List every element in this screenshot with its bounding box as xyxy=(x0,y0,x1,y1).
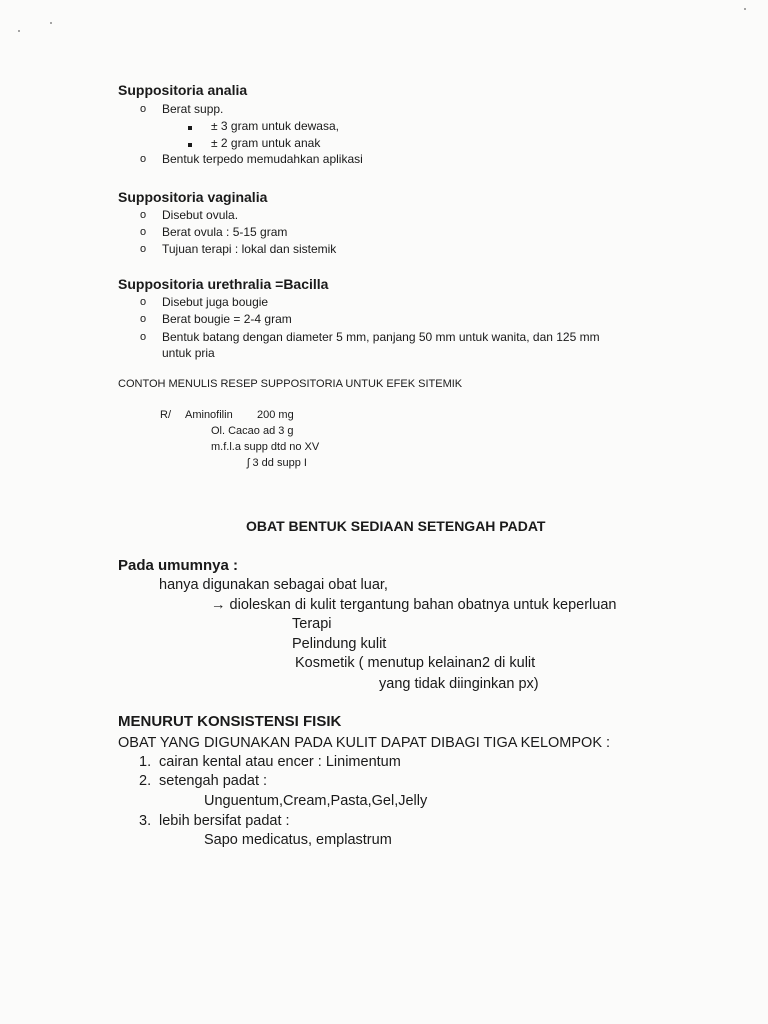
square-bullet-icon xyxy=(188,126,192,130)
contoh-heading: CONTOH MENULIS RESEP SUPPOSITORIA UNTUK EFEK SITEMIK xyxy=(118,378,463,390)
urethralia-item-3-line1: Bentuk batang dengan diameter 5 mm, panjang 50 mm untuk wanita, dan 125 mm xyxy=(162,330,600,344)
konsistensi-heading: MENURUT KONSISTENSI FISIK xyxy=(118,713,342,730)
resep-ol-cacao: Ol. Cacao ad 3 g xyxy=(211,425,294,437)
list-number-3: 3. xyxy=(139,813,152,829)
resep-r-label: R/ xyxy=(160,409,171,421)
konsistensi-item-2: setengah padat : xyxy=(159,773,268,789)
circle-bullet-icon: o xyxy=(140,296,147,308)
list-number-2: 2. xyxy=(139,773,152,789)
resep-signa: ʃ 3 dd supp I xyxy=(247,457,307,469)
scan-speck xyxy=(50,22,52,24)
circle-bullet-icon: o xyxy=(140,243,147,255)
vaginalia-item-3: Tujuan terapi : lokal dan sistemik xyxy=(162,242,337,256)
resep-mfla: m.f.l.a supp dtd no XV xyxy=(211,441,320,453)
vaginalia-item-1: Disebut ovula. xyxy=(162,208,239,222)
section-title-vaginalia: Suppositoria vaginalia xyxy=(118,189,268,205)
circle-bullet-icon: o xyxy=(140,331,147,343)
vaginalia-item-2: Berat ovula : 5-15 gram xyxy=(162,225,288,239)
scan-speck xyxy=(744,8,746,10)
circle-bullet-icon: o xyxy=(140,226,147,238)
section-title-urethralia: Suppositoria urethralia =Bacilla xyxy=(118,276,329,292)
circle-bullet-icon: o xyxy=(140,153,147,165)
resep-aminofilin-dose: 200 mg xyxy=(257,409,294,421)
obat-line-terapi: Terapi xyxy=(292,616,332,632)
resep-aminofilin: Aminofilin xyxy=(185,409,233,421)
urethralia-item-3-line2: untuk pria xyxy=(162,346,215,360)
urethralia-item-2: Berat bougie = 2-4 gram xyxy=(162,312,292,326)
obat-line-1: hanya digunakan sebagai obat luar, xyxy=(159,577,388,593)
obat-line-kosmetik: Kosmetik ( menutup kelainan2 di kulit xyxy=(295,655,536,671)
scan-speck xyxy=(18,30,20,32)
obat-line-2: → dioleskan di kulit tergantung bahan obatnya untuk keperluan xyxy=(211,597,617,613)
circle-bullet-icon: o xyxy=(140,209,147,221)
konsistensi-item-3-detail: Sapo medicatus, emplastrum xyxy=(204,832,392,848)
pada-umumnya-heading: Pada umumnya : xyxy=(118,557,239,574)
konsistensi-item-3: lebih bersifat padat : xyxy=(159,813,290,829)
circle-bullet-icon: o xyxy=(140,313,147,325)
analia-item-berat: Berat supp. xyxy=(162,102,224,116)
analia-item-bentuk: Bentuk terpedo memudahkan aplikasi xyxy=(162,152,363,166)
konsistensi-item-1: cairan kental atau encer : Linimentum xyxy=(159,754,401,770)
list-number-1: 1. xyxy=(139,754,152,770)
obat-line-pelindung: Pelindung kulit xyxy=(292,636,387,652)
obat-line-px: yang tidak diinginkan px) xyxy=(379,676,539,692)
circle-bullet-icon: o xyxy=(140,103,147,115)
urethralia-item-1: Disebut juga bougie xyxy=(162,295,269,309)
analia-sub-dewasa: ± 3 gram untuk dewasa, xyxy=(211,119,339,133)
obat-heading: OBAT BENTUK SEDIAAN SETENGAH PADAT xyxy=(246,518,546,534)
square-bullet-icon xyxy=(188,143,192,147)
analia-sub-anak: ± 2 gram untuk anak xyxy=(211,136,321,150)
section-title-analia: Suppositoria analia xyxy=(118,82,248,98)
konsistensi-item-2-detail: Unguentum,Cream,Pasta,Gel,Jelly xyxy=(204,793,428,809)
konsistensi-subheading: OBAT YANG DIGUNAKAN PADA KULIT DAPAT DIBAGI TIGA KELOMPOK : xyxy=(118,735,611,751)
